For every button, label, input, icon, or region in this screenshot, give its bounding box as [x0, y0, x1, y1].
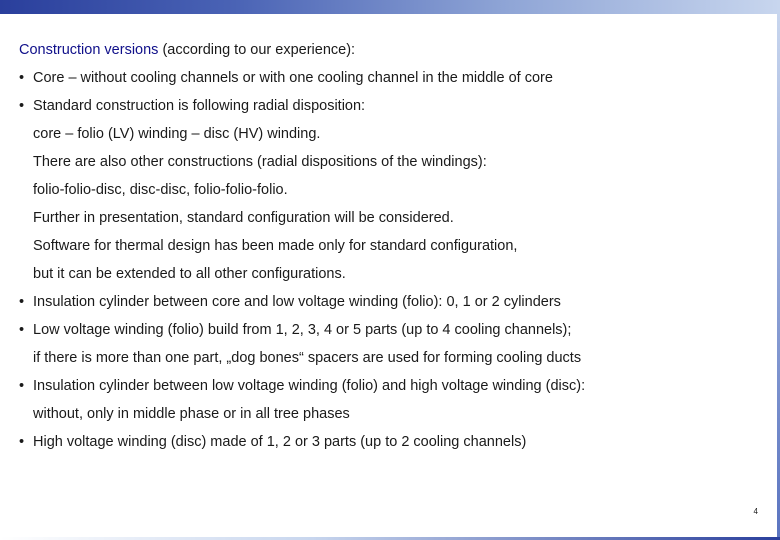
- continuation-line: [19, 120, 759, 148]
- line-text: folio-folio-disc, disc-disc, folio-folio-folio.: [33, 182, 288, 198]
- bullet-dot-icon: •: [19, 434, 25, 450]
- line-text: core – folio (LV) winding – disc (HV) winding.: [33, 126, 321, 142]
- line-text: High voltage winding (disc) made of 1, 2 or 3 parts (up to 2 cooling channels): [33, 434, 527, 450]
- slide-top-bar: [0, 0, 780, 14]
- line-text: without, only in middle phase or in all tree phases: [33, 406, 350, 422]
- bullet-dot-icon: •: [19, 70, 25, 86]
- bullet-item: [19, 372, 759, 400]
- continuation-line: [19, 204, 759, 232]
- bullet-dot-icon: •: [19, 294, 25, 310]
- continuation-line: [19, 344, 759, 372]
- line-text: Software for thermal design has been made only for standard configuration,: [33, 238, 518, 254]
- heading-rest-text: (according to our experience):: [158, 42, 356, 58]
- bullet-list: [19, 64, 759, 456]
- continuation-line: [19, 400, 759, 428]
- line-text: Insulation cylinder between low voltage winding (folio) and high voltage winding (disc):: [33, 378, 586, 394]
- line-text: Core – without cooling channels or with one cooling channel in the middle of core: [33, 70, 553, 86]
- line-text: if there is more than one part, „dog bones“ spacers are used for forming cooling ducts: [33, 350, 582, 366]
- continuation-line: [19, 260, 759, 288]
- bullet-item: [19, 64, 759, 92]
- bullet-dot-icon: •: [19, 98, 25, 114]
- bullet-dot-icon: •: [19, 322, 25, 338]
- bullet-item: [19, 92, 759, 120]
- bullet-dot-icon: •: [19, 378, 25, 394]
- continuation-line: [19, 232, 759, 260]
- line-text: but it can be extended to all other configurations.: [33, 266, 346, 282]
- slide-content: [19, 36, 759, 456]
- continuation-line: [19, 176, 759, 204]
- line-text: There are also other constructions (radial dispositions of the windings):: [33, 154, 487, 170]
- continuation-line: [19, 148, 759, 176]
- page-number: 4: [753, 507, 758, 516]
- line-text: Further in presentation, standard configuration will be considered.: [33, 210, 454, 226]
- bullet-item: [19, 288, 759, 316]
- bullet-item: [19, 428, 759, 456]
- bullet-item: [19, 316, 759, 344]
- slide-heading: [19, 36, 759, 64]
- heading-strong-text: Construction versions: [19, 42, 159, 58]
- line-text: Low voltage winding (folio) build from 1, 2, 3, 4 or 5 parts (up to 4 cooling channels);: [33, 322, 572, 338]
- line-text: Standard construction is following radial disposition:: [33, 98, 366, 114]
- line-text: Insulation cylinder between core and low voltage winding (folio): 0, 1 or 2 cylinders: [33, 294, 561, 310]
